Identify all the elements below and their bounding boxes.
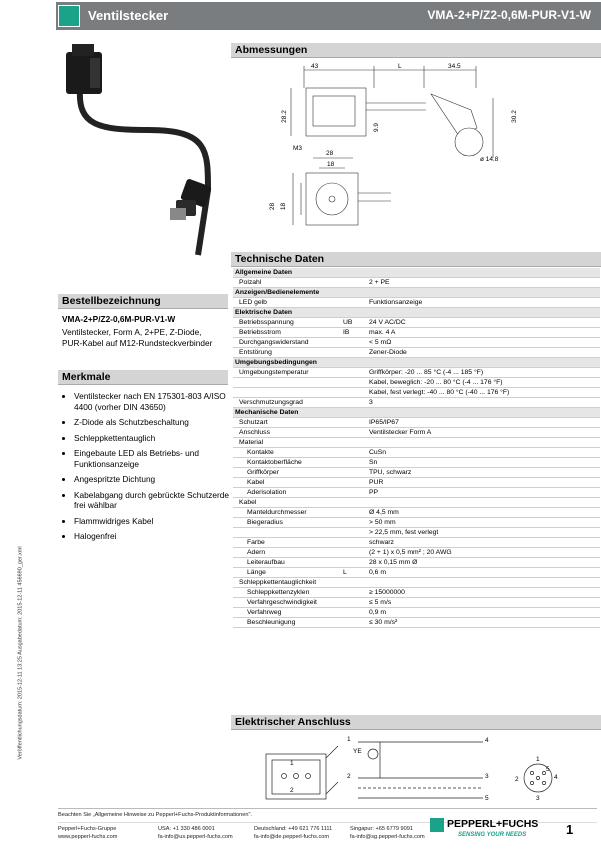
- table-cell-symbol: [341, 548, 367, 558]
- table-cell-symbol: [341, 338, 367, 348]
- table-cell-symbol: [341, 588, 367, 598]
- table-cell-value: ≤ 5 m/s: [369, 599, 392, 606]
- table-cell-label: Griffkörper: [247, 469, 279, 476]
- table-cell-label: Polzahl: [239, 279, 262, 286]
- table-cell-label: [233, 528, 341, 538]
- table-group-row: [233, 358, 600, 368]
- footer-sg-mail[interactable]: fa-info@sg.pepperl-fuchs.com: [350, 834, 425, 840]
- table-cell-value: Kabel, fest verlegt: -40 ... 80 °C (-40 ... 176 °F): [369, 389, 510, 396]
- wire-pin-2: 2: [347, 773, 351, 780]
- table-cell-symbol: [341, 608, 367, 618]
- table-cell-value: PUR: [369, 479, 384, 486]
- footer-note: Beachten Sie „Allgemeine Hinweise zu Pepperl+Fuchs-Produktinformationen".: [58, 812, 252, 818]
- table-cell-label: Adern: [247, 549, 266, 556]
- table-cell-value: 28 x 0,15 mm Ø: [369, 559, 418, 566]
- table-cell-value: Kabel, beweglich: -20 ... 80 °C (-4 ... 176 °F): [369, 379, 503, 386]
- feature-item: • Halogenfrei: [74, 531, 234, 542]
- table-row: [233, 418, 600, 428]
- table-cell-label: Leiteraufbau: [247, 559, 285, 566]
- page-number: 1: [566, 822, 574, 837]
- table-row: [233, 338, 600, 348]
- table-cell-label: Farbe: [247, 539, 265, 546]
- m12-pin-2: 2: [515, 776, 519, 783]
- table-cell-symbol: [341, 518, 367, 528]
- table-cell-label: Kabel: [247, 479, 265, 486]
- table-cell-symbol: [341, 528, 367, 538]
- table-group-label: Anzeigen/Bedienelemente: [233, 288, 600, 298]
- brand-name: PEPPERL+FUCHS: [447, 818, 539, 830]
- m12-pin-1: 1: [536, 756, 540, 763]
- table-row: [233, 558, 600, 568]
- feature-item: • Angespritzte Dichtung: [74, 474, 234, 485]
- table-row: [233, 458, 600, 468]
- dim-28-top: 28: [326, 150, 334, 157]
- table-group-label: Mechanische Daten: [233, 408, 600, 418]
- table-cell-value: TPU, schwarz: [369, 469, 412, 476]
- table-cell-value: [367, 438, 600, 448]
- table-cell-label: Material: [239, 439, 264, 446]
- table-group-row: [233, 288, 600, 298]
- table-row: [233, 598, 600, 608]
- table-group-label: Elektrische Daten: [233, 308, 600, 318]
- table-cell-symbol: [341, 598, 367, 608]
- table-cell-value: 2 + PE: [369, 279, 390, 286]
- table-cell-symbol: [341, 558, 367, 568]
- m12-pin-4: 4: [554, 774, 558, 781]
- section-electrical: Elektrischer Anschluss: [231, 715, 601, 730]
- table-row: [233, 448, 600, 458]
- table-cell-label: Betriebsspannung: [239, 319, 294, 326]
- feature-item: • Flammwidriges Kabel: [74, 516, 234, 527]
- table-group-label: Umgebungsbedingungen: [233, 358, 600, 368]
- table-cell-label: Kontaktoberfläche: [247, 459, 302, 466]
- table-group-row: [233, 308, 600, 318]
- wire-3: 3: [485, 773, 489, 780]
- feature-item: • Eingebaute LED als Betriebs- und Funktionsanzeige: [74, 448, 234, 469]
- table-cell-label: [233, 378, 341, 388]
- table-cell-symbol: [341, 458, 367, 468]
- table-cell-symbol: [341, 538, 367, 548]
- table-cell-symbol: UB: [343, 319, 353, 326]
- dim-9-9: 9.9: [373, 122, 381, 133]
- table-row: [233, 438, 600, 448]
- footer-de: Deutschland: +49 621 776 1111: [254, 826, 333, 832]
- table-cell-label: Biegeradius: [247, 519, 283, 526]
- wire-4: 4: [485, 737, 489, 744]
- table-cell-symbol: [341, 618, 367, 628]
- table-cell-value: Griffkörper: -20 ... 85 °C (-4 ... 185 °F): [369, 369, 484, 376]
- table-cell-value: < 5 mΩ: [369, 339, 392, 346]
- dim-L: L: [398, 63, 402, 70]
- table-row: [233, 538, 600, 548]
- table-cell-symbol: [341, 438, 367, 448]
- m12-pin-3: 3: [536, 795, 540, 802]
- table-cell-label: Durchgangswiderstand: [239, 339, 309, 346]
- footer-usa-mail[interactable]: fa-info@us.pepperl-fuchs.com: [158, 834, 233, 840]
- table-row: [233, 608, 600, 618]
- table-row: [233, 318, 600, 328]
- section-technical: Technische Daten: [231, 252, 601, 267]
- connector-pin-2: 2: [290, 787, 294, 794]
- dim-28-side: 28: [269, 202, 277, 211]
- table-row: [233, 528, 600, 538]
- features-list: [58, 391, 234, 547]
- technical-data-table: [233, 268, 600, 628]
- table-cell-label: [233, 388, 341, 398]
- table-row: [233, 588, 600, 598]
- table-row: [233, 388, 600, 398]
- table-cell-value: 3: [369, 399, 373, 406]
- table-row: [233, 508, 600, 518]
- dim-34-5: 34.5: [448, 63, 461, 70]
- table-cell-symbol: [341, 398, 367, 408]
- table-cell-label: Umgebungstemperatur: [239, 369, 309, 376]
- table-cell-label: LED gelb: [239, 299, 267, 306]
- table-cell-value: ≤ 30 m/s²: [369, 619, 398, 626]
- table-row: [233, 568, 600, 578]
- table-cell-label: Schutzart: [239, 419, 268, 426]
- table-cell-label: Schleppkettentauglichkeit: [239, 579, 317, 586]
- table-cell-value: [367, 498, 600, 508]
- dim-14-8: ø 14.8: [480, 156, 499, 163]
- table-cell-label: Verfahrgeschwindigkeit: [247, 599, 317, 606]
- table-group-row: [233, 408, 600, 418]
- table-cell-label: Anschluss: [239, 429, 270, 436]
- table-row: [233, 618, 600, 628]
- table-cell-symbol: [341, 428, 367, 438]
- section-order: Bestellbezeichnung: [58, 294, 228, 309]
- table-cell-symbol: [341, 448, 367, 458]
- table-group-label: Allgemeine Daten: [233, 268, 600, 278]
- feature-item: • Ventilstecker nach EN 175301-803 A/ISO 4400 (vorher DIN 43650): [74, 391, 234, 412]
- table-cell-symbol: [341, 348, 367, 358]
- table-row: [233, 278, 600, 288]
- table-row: [233, 548, 600, 558]
- footer-de-mail[interactable]: fa-info@de.pepperl-fuchs.com: [254, 834, 330, 840]
- table-cell-value: > 22,5 mm, fest verlegt: [369, 529, 439, 536]
- document-title: Ventilstecker: [88, 8, 169, 23]
- table-cell-label: Verfahrweg: [247, 609, 282, 616]
- table-cell-symbol: [341, 298, 367, 308]
- footer-usa: USA: +1 330 486 0001: [158, 826, 215, 832]
- table-cell-value: (2 + 1) x 0,5 mm² ; 20 AWG: [369, 549, 452, 556]
- footer-rule: [58, 808, 597, 809]
- table-row: [233, 498, 600, 508]
- table-cell-symbol: IB: [343, 329, 350, 336]
- section-dimensions: Abmessungen: [231, 43, 601, 58]
- table-cell-label: Betriebsstrom: [239, 329, 281, 336]
- table-row: [233, 398, 600, 408]
- dim-30-2: 30.2: [510, 110, 518, 123]
- table-row: [233, 348, 600, 358]
- table-cell-symbol: L: [343, 569, 347, 576]
- table-row: [233, 328, 600, 338]
- table-cell-value: ≥ 15000000: [369, 589, 405, 596]
- table-cell-value: 0,9 m: [369, 609, 386, 616]
- dim-18-top: 18: [327, 161, 335, 168]
- table-cell-value: schwarz: [369, 539, 394, 546]
- table-cell-value: Sn: [369, 459, 378, 466]
- table-row: [233, 578, 600, 588]
- table-cell-value: CuSn: [369, 449, 387, 456]
- dimension-drawing: [231, 58, 598, 248]
- table-cell-value: 0,6 m: [369, 569, 386, 576]
- table-group-row: [233, 268, 600, 278]
- table-cell-symbol: [341, 278, 367, 288]
- brand-logo-icon: [430, 818, 444, 832]
- footer-company: Pepperl+Fuchs-Gruppe: [58, 826, 117, 832]
- feature-item: • Schleppkettentauglich: [74, 433, 234, 444]
- brand-square-icon: [58, 5, 80, 27]
- wire-pin-1: 1: [347, 736, 351, 743]
- dim-18-side: 18: [280, 202, 288, 211]
- table-cell-symbol: [341, 368, 367, 378]
- dim-m3: M3: [293, 145, 303, 152]
- brand-slogan: SENSING YOUR NEEDS: [458, 832, 527, 838]
- footer-sg: Singapur: +65 6779 9091: [350, 826, 413, 832]
- wire-led-ye: YE: [353, 748, 362, 755]
- dim-28-2: 28.2: [280, 110, 288, 123]
- feature-item: • Z-Diode als Schutzbeschaltung: [74, 417, 234, 428]
- table-cell-value: IP65/IP67: [369, 419, 399, 426]
- table-cell-label: Beschleunigung: [247, 619, 296, 626]
- table-row: [233, 378, 600, 388]
- table-cell-label: Verschmutzungsgrad: [239, 399, 303, 406]
- feature-item: • Kabelabgang durch gebrückte Schutzerde frei wählbar: [74, 490, 234, 511]
- footer-web-link[interactable]: www.pepperl-fuchs.com: [58, 834, 118, 840]
- table-cell-label: Manteldurchmesser: [247, 509, 307, 516]
- table-cell-label: Kontakte: [247, 449, 274, 456]
- table-cell-value: Ø 4,5 mm: [369, 509, 399, 516]
- section-features: Merkmale: [58, 370, 228, 385]
- table-cell-label: Kabel: [239, 499, 257, 506]
- table-row: [233, 428, 600, 438]
- table-cell-value: Ventilstecker Form A: [369, 429, 432, 436]
- table-cell-label: Schleppkettenzyklen: [247, 589, 310, 596]
- table-cell-symbol: [341, 478, 367, 488]
- table-row: [233, 368, 600, 378]
- table-cell-value: [367, 578, 600, 588]
- product-code: VMA-2+P/Z2-0,6M-PUR-V1-W: [427, 8, 591, 22]
- table-cell-label: Aderisolation: [247, 489, 287, 496]
- header-bar: [56, 2, 601, 30]
- table-cell-value: 24 V AC/DC: [369, 319, 406, 326]
- table-cell-value: Funktionsanzeige: [369, 299, 423, 306]
- table-cell-symbol: [341, 498, 367, 508]
- wiring-diagram: [258, 732, 558, 807]
- table-cell-symbol: [341, 488, 367, 498]
- dim-43: 43: [311, 63, 319, 70]
- table-row: [233, 468, 600, 478]
- table-cell-value: Zener-Diode: [369, 349, 407, 356]
- table-row: [233, 518, 600, 528]
- m12-pin-5: 5: [546, 766, 550, 773]
- order-description: Ventilstecker, Form A, 2+PE, Z-Diode, PUR-Kabel auf M12-Rundsteckverbinder: [62, 327, 213, 348]
- table-cell-symbol: [341, 378, 367, 388]
- product-image: [58, 40, 228, 265]
- table-cell-symbol: [341, 578, 367, 588]
- table-cell-value: PP: [369, 489, 379, 496]
- side-meta: [2, 546, 24, 760]
- table-cell-label: Länge: [247, 569, 266, 576]
- table-cell-value: > 50 mm: [369, 519, 396, 526]
- connector-pin-1: 1: [290, 760, 294, 767]
- wire-5: 5: [485, 795, 489, 802]
- table-cell-symbol: [341, 468, 367, 478]
- table-cell-symbol: [341, 418, 367, 428]
- table-cell-label: Entstörung: [239, 349, 272, 356]
- table-cell-symbol: [341, 508, 367, 518]
- table-cell-symbol: [341, 388, 367, 398]
- table-row: [233, 298, 600, 308]
- side-meta-text: Veröffentlichungsdatum: 2015-12-11 13:25 Ausgabedatum: 2015-12-11 456690_ger.xml: [17, 546, 24, 760]
- table-row: [233, 478, 600, 488]
- order-code: VMA-2+P/Z2-0,6M-PUR-V1-W: [62, 314, 176, 324]
- table-cell-value: max. 4 A: [369, 329, 396, 336]
- table-row: [233, 488, 600, 498]
